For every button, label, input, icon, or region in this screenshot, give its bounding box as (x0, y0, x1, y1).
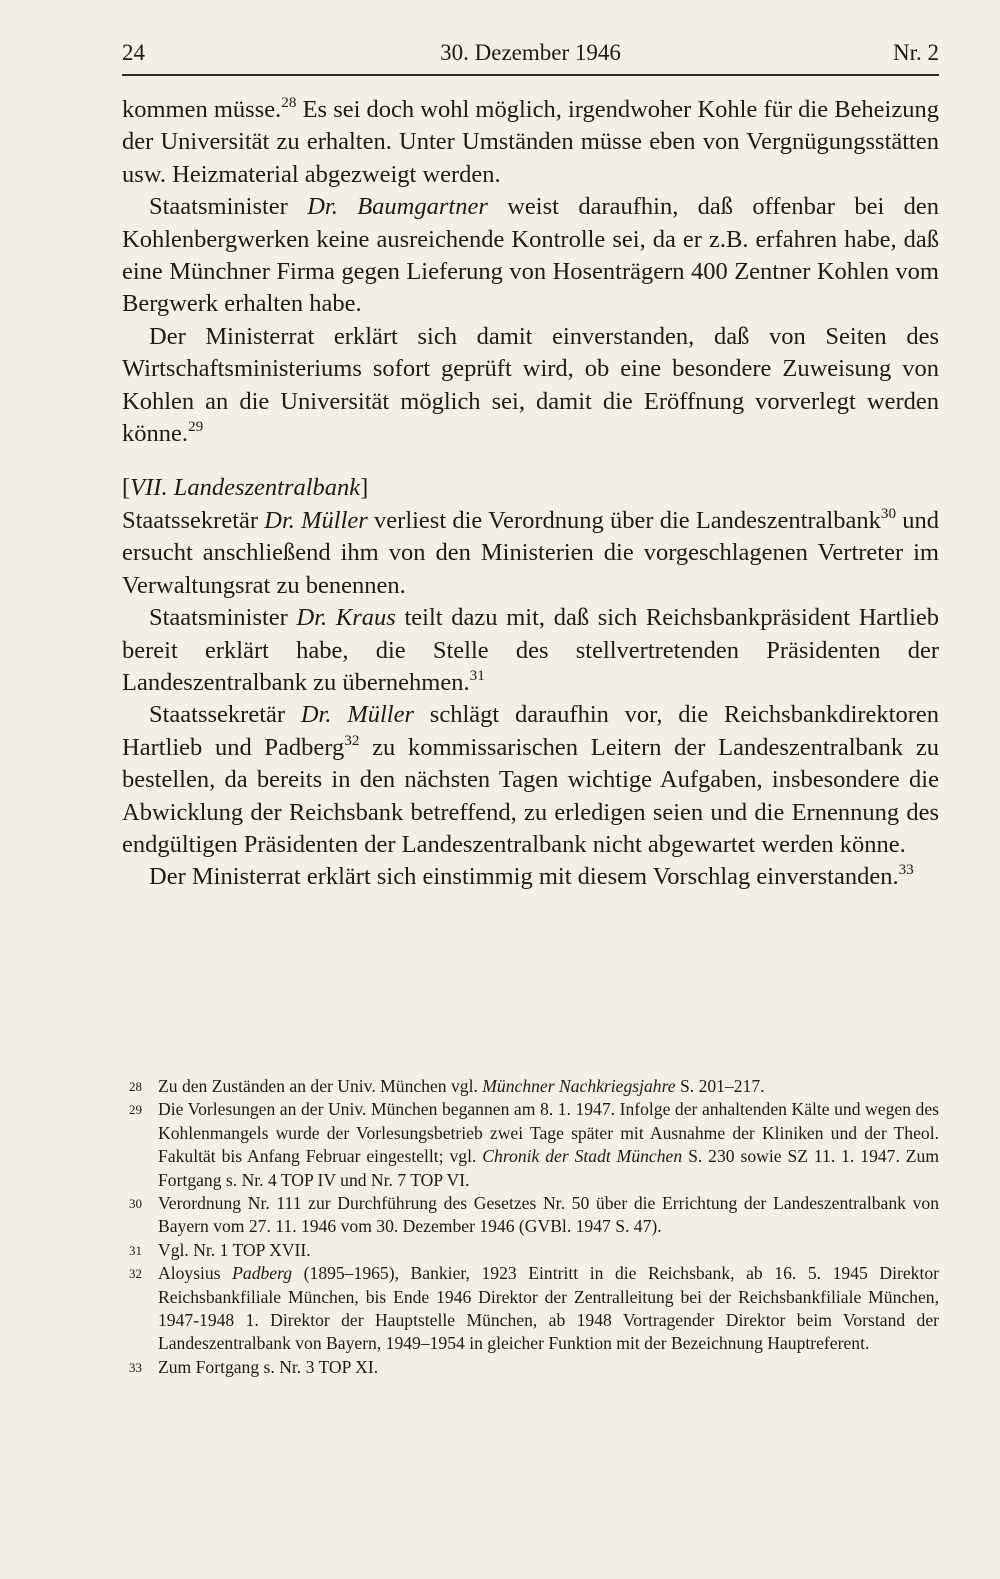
footnote-ref-29[interactable]: 29 (188, 418, 204, 436)
footnote-32: 32 Aloysius Padberg (1895–1965), Bankier, 1923 Eintritt in die Reichsbank, ab 16. 5. 1945 Direktor Reichsbankfiliale München, bis Ende 1946 Direktor der Zentralleitung bei der Reichsbankfiliale München, 1947-1948 1. Direktor der Hauptstelle München, ab 1948 Vortragender Direktor beim Vorstand der Landeszentralbank von Bayern, 1949–1954 in gleicher Funktion mit der Bezeichnung Hauptreferent. (129, 1263, 940, 1354)
paragraph-2: Staatsminister Dr. Baumgartner weist daraufhin, daß offenbar bei den Kohlenbergwerken keine ausreichende Kontrolle sei, da er z.B. erfahren habe, daß eine Münchner Firma gegen Lieferung von Hosenträgern 400 Zentner Kohlen vom Bergwerk erhalten habe. (122, 193, 939, 318)
person-name: Baumgartner (357, 193, 488, 221)
footnote-28: 28 Zu den Zuständen an der Univ. München vgl. Münchner Nachkriegsjahre S. 201–217. (122, 1075, 939, 1098)
body-text (122, 94, 939, 894)
running-header (122, 34, 939, 76)
header-date: 30. Dezember 1946 (440, 40, 621, 65)
paragraph-6: Staatssekretär Dr. Müller schlägt daraufhin vor, die Reichsbankdirektoren Hartlieb und Padberg$^{32}$ zu kommissarischen Leitern der Landeszentralbank zu bestellen, da bereits in den nächsten Tagen wichtige Aufgaben, insbesondere die Abwicklung der Reichsbank betreffend, zu erledigen seien und die Ernennung des endgültigen Präsidenten der Landeszentralbank nicht abgewartet werden könne. (122, 701, 939, 858)
footnote-number: 29 (129, 1102, 142, 1118)
footnote-30: 30 Verordnung Nr. 111 zur Durchführung des Gesetzes Nr. 50 über die Errichtung der Landeszentralbank von Bayern vom 27. 11. 1946 vom 30. Dezember 1946 (GVBl. 1947 S. 47). (129, 1193, 939, 1237)
person-name: Kraus (335, 604, 396, 632)
footnote-number: 30 (129, 1196, 142, 1212)
paragraph-4: Staatssekretär Dr. Müller verliest die Verordnung über die Landeszentralbank$^{30}$ und ersucht anschließend ihm von den Ministerien die vorgeschlagenen Vertreter im Verwaltungsrat zu benennen. (122, 504, 940, 599)
paragraph-1: kommen müsse.$^{28}$ Es sei doch wohl möglich, irgendwoher Kohle für die Beheizung der Universität zu erhalten. Unter Umständen müsse eben von Vergnügungsstätten usw. Heizmaterial abgezweigt werden. (122, 94, 939, 188)
footnote-ref-32[interactable]: 32 (344, 731, 360, 749)
footnote-number: 28 (129, 1079, 142, 1094)
footnote-ref-33[interactable]: 33 (898, 861, 914, 879)
page-number: 24 (122, 40, 145, 65)
paragraph-5: Staatsminister Dr. Kraus teilt dazu mit, daß sich Reichsbankpräsident Hartlieb bereit erklärt habe, die Stelle des stellvertretenden Präsidenten der Landeszentralbank zu übernehmen.$^{31}$ (122, 604, 939, 696)
document-number: Nr. 2 (893, 40, 939, 65)
section-heading: [VII. Landeszentralbank] (122, 474, 369, 502)
person-name: Müller (347, 701, 414, 729)
footnote-29: 29 Die Vorlesungen an der Univ. München begannen am 8. 1. 1947. Infolge der anhaltenden Kälte und wegen des Kohlenmangels wurde der Vorlesungsbetrieb zwei Tage später mit Ausnahme der Kliniken und der Theol. Fakultät bis Anfang Februar eingestellt; vgl. Chronik der Stadt München S. 230 sowie SZ 11. 1. 1947. Zum Fortgang s. Nr. 4 TOP IV und Nr. 7 TOP VI. (129, 1099, 939, 1190)
paragraph-7: Der Ministerrat erklärt sich einstimmig mit diesem Vorschlag einverstanden.$^{33}$ (149, 861, 914, 891)
footnote-33: 33 Zum Fortgang s. Nr. 3 TOP XI. (122, 1356, 939, 1379)
footnote-ref-28[interactable]: 28 (281, 94, 297, 112)
person-name: Müller (301, 506, 368, 534)
footnote-number: 31 (129, 1242, 142, 1258)
footnote-number: 32 (129, 1266, 142, 1282)
footnotes (122, 1075, 939, 1379)
footnote-ref-31[interactable]: 31 (469, 667, 485, 684)
paragraph-3: Der Ministerrat erklärt sich damit einverstanden, daß von Seiten des Wirtschaftsministeriums sofort geprüft wird, ob eine besondere Zuweisung von Kohlen an die Universität möglich sei, damit die Eröffnung vorverlegt werden könne.$^{29}$ (122, 322, 939, 448)
footnote-31: 31 Vgl. Nr. 1 TOP XVII. (122, 1239, 939, 1262)
footnote-ref-30[interactable]: 30 (880, 504, 897, 522)
footnote-number: 33 (129, 1359, 142, 1375)
